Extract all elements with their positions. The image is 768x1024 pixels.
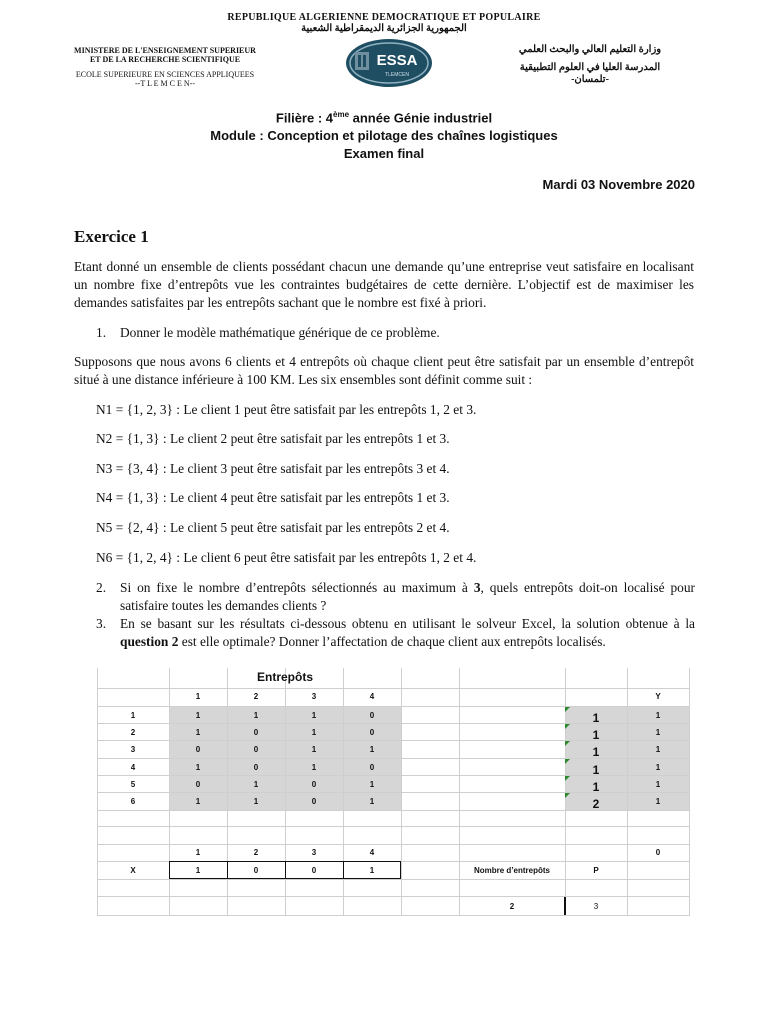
x-value: 1 <box>195 866 201 875</box>
formula-indicator <box>565 776 570 781</box>
q2-number: 2. <box>96 580 107 595</box>
x-header: 3 <box>311 848 317 857</box>
q1-number: 1. <box>96 325 107 340</box>
set-n1: N1 = {1, 2, 3} : Le client 1 peut être satisfait par les entrepôts 1, 2 et 3. <box>96 402 477 417</box>
y-value: 1 <box>655 745 661 754</box>
row-label: 4 <box>130 763 136 772</box>
x-header: 1 <box>195 848 201 857</box>
city-ar: -تلمسان- <box>571 74 609 85</box>
matrix-cell: 1 <box>311 711 317 720</box>
matrix-cell: 0 <box>195 745 201 754</box>
y-value: 1 <box>655 763 661 772</box>
row-label: 3 <box>130 745 136 754</box>
sheet-title: Entrepôts <box>256 670 313 684</box>
ministry-block-ar <box>470 44 710 86</box>
set-n5: N5 = {2, 4} : Le client 5 peut être satisfait par les entrepôts 2 et 4. <box>96 520 450 535</box>
matrix-cell: 1 <box>253 780 259 789</box>
formula-indicator <box>565 759 570 764</box>
suppose-text: Supposons que nous avons 6 clients et 4 entrepôts où chaque client peut être satisfait par un ensemble d’entrepôt situé à une distance inférieure à 100 KM. Les six ensembles sont définit comme suit : <box>74 354 694 387</box>
ministry-ar: وزارة التعليم العالي والبحث العلمي <box>518 44 662 55</box>
x-header: 2 <box>253 848 259 857</box>
essa-logo <box>345 38 433 88</box>
exam-titles <box>0 106 768 163</box>
matrix-cell: 1 <box>369 780 375 789</box>
exercise-title: Exercice 1 <box>74 227 149 246</box>
logo-sub: TLEMCEN <box>385 72 409 78</box>
matrix-cell: 1 <box>311 728 317 737</box>
y-value: 1 <box>655 728 661 737</box>
x-label: X <box>130 866 136 875</box>
q3-text: En se basant sur les résultats ci-dessous obtenu en utilisant le solveur Excel, la solution obtenue à la question 2 est elle optimale? Donner l’affectation de chaque client aux entrepôts localisés. <box>120 616 695 649</box>
matrix-cell: 1 <box>369 797 375 806</box>
row-label: 5 <box>130 780 136 789</box>
y-header: Y <box>655 692 661 701</box>
p-label: P <box>593 866 599 875</box>
logo-text: ESSA <box>376 52 418 69</box>
matrix-cell: 0 <box>253 728 259 737</box>
coverage-value: 1 <box>592 745 600 759</box>
republic-ar: الجمهورية الجزائرية الديمقراطية الشعبية <box>301 23 467 34</box>
col-header: 4 <box>369 692 375 701</box>
row-label: 1 <box>130 711 136 720</box>
matrix-cell: 0 <box>311 797 317 806</box>
matrix-cell: 1 <box>253 711 259 720</box>
formula-indicator <box>565 724 570 729</box>
title-filiere: Filière : 4ème année Génie industriel <box>275 110 493 126</box>
exercise-intro: Etant donné un ensemble de clients possédant chacun une demande qu’une entreprise veut satisfaire en localisant un nombre fixe d’entrepôts vue les contraintes budgétaires de cette dernière. L’objectif est de maximiser les demandes satisfaites par les entrepôts sachant que le nombre est fixé à priori. <box>74 259 694 310</box>
matrix-cell: 0 <box>311 780 317 789</box>
matrix-cell: 0 <box>369 763 375 772</box>
col-header: 2 <box>253 692 259 701</box>
x-value: 1 <box>369 866 375 875</box>
q2-text: Si on fixe le nombre d’entrepôts sélectionnés au maximum à 3, quels entrepôts doit-on localisé pour satisfaire toutes les demandes clients ? <box>120 580 695 613</box>
coverage-value: 1 <box>592 711 600 725</box>
matrix-cell: 0 <box>195 780 201 789</box>
x-header: 4 <box>369 848 375 857</box>
school-fr-2: --T L E M C E N-- <box>135 79 195 88</box>
matrix-cell: 1 <box>369 745 375 754</box>
formula-indicator <box>565 793 570 798</box>
matrix-cell: 1 <box>195 763 201 772</box>
matrix-cell: 1 <box>311 745 317 754</box>
republic-fr: REPUBLIQUE ALGERIENNE DEMOCRATIQUE ET POPULAIRE <box>227 12 541 23</box>
nb-entrepots-label: Nombre d’entrepôts <box>473 866 550 875</box>
formula-indicator <box>565 707 570 712</box>
y-value: 1 <box>655 797 661 806</box>
matrix-cell: 0 <box>369 728 375 737</box>
q3-number: 3. <box>96 616 107 631</box>
ministry-block-fr <box>40 46 290 88</box>
formula-indicator <box>565 741 570 746</box>
excel-solver-table <box>97 668 689 916</box>
y-value: 1 <box>655 780 661 789</box>
coverage-value: 1 <box>592 728 600 742</box>
exam-date: Mardi 03 Novembre 2020 <box>542 177 695 192</box>
set-n6: N6 = {1, 2, 4} : Le client 6 peut être satisfait par les entrepôts 1, 2 et 4. <box>96 550 477 565</box>
x-value: 0 <box>253 866 259 875</box>
set-n4: N4 = {1, 3} : Le client 4 peut être satisfait par les entrepôts 1 et 3. <box>96 490 450 505</box>
x-value: 0 <box>311 866 317 875</box>
ministry-fr-2: ET DE LA RECHERCHE SCIENTIFIQUE <box>89 55 241 64</box>
matrix-cell: 1 <box>311 763 317 772</box>
nb-entrepots-value: 2 <box>509 902 515 911</box>
col-header: 1 <box>195 692 201 701</box>
col-header: 3 <box>311 692 317 701</box>
matrix-cell: 0 <box>253 745 259 754</box>
title-module: Module : Conception et pilotage des chaînes logistiques <box>210 128 558 144</box>
y-value: 1 <box>655 711 661 720</box>
school-fr-1: ECOLE SUPERIEURE EN SCIENCES APPLIQUEES <box>75 70 255 79</box>
q1-text: Donner le modèle mathématique générique de ce problème. <box>120 325 440 340</box>
school-ar: المدرسة العليا في العلوم التطبيقية <box>519 62 661 73</box>
title-exam: Examen final <box>343 146 425 162</box>
set-n2: N2 = {1, 3} : Le client 2 peut être satisfait par les entrepôts 1 et 3. <box>96 431 450 446</box>
p-value: 3 <box>593 902 599 911</box>
matrix-cell: 0 <box>253 763 259 772</box>
row-label: 6 <box>130 797 136 806</box>
republic-header <box>0 12 768 34</box>
matrix-cell: 0 <box>369 711 375 720</box>
matrix-cell: 1 <box>195 711 201 720</box>
objective-value: 0 <box>655 848 661 857</box>
coverage-value: 2 <box>592 797 600 811</box>
coverage-value: 1 <box>592 780 600 794</box>
matrix-cell: 1 <box>195 797 201 806</box>
coverage-value: 1 <box>592 763 600 777</box>
matrix-cell: 1 <box>195 728 201 737</box>
ministry-fr-1: MINISTERE DE L'ENSEIGNEMENT SUPERIEUR <box>74 46 256 55</box>
set-n3: N3 = {3, 4} : Le client 3 peut être satisfait par les entrepôts 3 et 4. <box>96 461 450 476</box>
cursor-marker <box>564 897 566 915</box>
matrix-cell: 1 <box>253 797 259 806</box>
row-label: 2 <box>130 728 136 737</box>
